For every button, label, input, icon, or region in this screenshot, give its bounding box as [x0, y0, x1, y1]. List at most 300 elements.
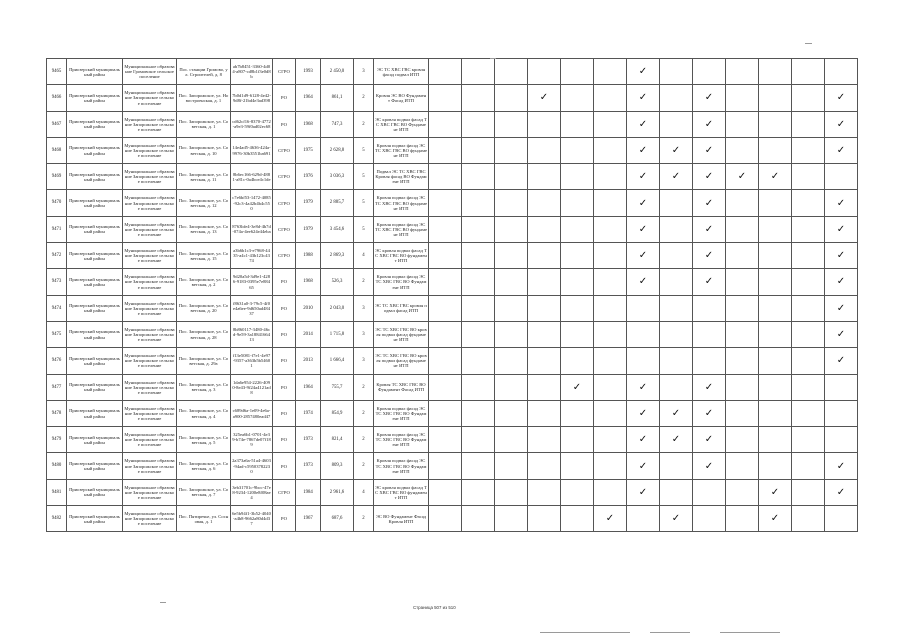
empty-cell	[660, 59, 693, 85]
empty-cell	[759, 216, 792, 242]
empty-cell	[792, 295, 825, 321]
empty-cell	[561, 269, 594, 295]
empty-cell	[627, 348, 660, 374]
checkmark-cell: ✓	[660, 427, 693, 453]
empty-cell	[726, 190, 759, 216]
checkmark-cell: ✓	[660, 164, 693, 190]
checkmark-cell: ✓	[825, 453, 858, 479]
checkmark-cell: ✓	[825, 321, 858, 347]
checkmark-cell: ✓	[693, 111, 726, 137]
table-row	[47, 427, 858, 453]
empty-cell	[759, 453, 792, 479]
empty-cell	[429, 190, 462, 216]
empty-cell	[627, 295, 660, 321]
empty-cell	[561, 348, 594, 374]
area-cell: 809,3	[321, 453, 354, 479]
checkmark-cell: ✓	[528, 85, 561, 111]
guid-cell: 9d20a5d-3d9e1-4286-9183-0395e7e88465	[231, 269, 273, 295]
empty-cell	[561, 190, 594, 216]
year-cell: 1974	[296, 400, 321, 426]
checkmark-cell: ✓	[693, 164, 726, 190]
empty-cell	[726, 348, 759, 374]
empty-cell	[528, 111, 561, 137]
empty-cell	[594, 190, 627, 216]
buildings-table	[46, 58, 858, 532]
scan-mark	[490, 58, 496, 59]
municipality-cell: Муниципальное образование Запорожское сельское поселение	[123, 374, 177, 400]
empty-cell	[660, 85, 693, 111]
empty-cell	[561, 453, 594, 479]
empty-cell	[462, 269, 495, 295]
empty-cell	[594, 111, 627, 137]
empty-cell	[429, 85, 462, 111]
empty-cell	[792, 506, 825, 532]
district-cell: Приозерский муниципальный район	[67, 190, 123, 216]
empty-cell	[792, 374, 825, 400]
works-cell: Кровля подвал фасад ЭС ТС ХВС ГВС ВО Фундамент ИТП	[374, 453, 429, 479]
empty-cell	[759, 400, 792, 426]
municipality-cell: Муниципальное образование Запорожское сельское поселение	[123, 321, 177, 347]
empty-cell	[495, 479, 528, 505]
empty-cell	[726, 453, 759, 479]
floors-cell: 2	[354, 85, 374, 111]
district-cell: Приозерский муниципальный район	[67, 374, 123, 400]
district-cell: Приозерский муниципальный район	[67, 269, 123, 295]
checkmark-cell: ✓	[693, 85, 726, 111]
empty-cell	[528, 506, 561, 532]
empty-cell	[825, 164, 858, 190]
empty-cell	[726, 321, 759, 347]
guid-cell: 2a373a6a-51a4-4603-94ad-c59503782230	[231, 453, 273, 479]
guid-cell: 8b6ec166-629d-4881-a81c-0a4bce4c1de	[231, 164, 273, 190]
empty-cell	[429, 348, 462, 374]
empty-cell	[660, 190, 693, 216]
guid-cell: c7e6bf53-1472-4085-92c3-4a42b4b4c550	[231, 190, 273, 216]
checkmark-cell: ✓	[693, 453, 726, 479]
municipality-cell: Муниципальное образование Запорожское сельское поселение	[123, 506, 177, 532]
address-cell: Пос. Запорожское, ул. Советская, д. 29а	[177, 348, 231, 374]
year-cell: 1976	[296, 164, 321, 190]
checkmark-cell: ✓	[759, 164, 792, 190]
empty-cell	[462, 137, 495, 163]
guid-cell: a3b6b1c3-e7968-4435-a4c1-43b123c4374	[231, 243, 273, 269]
empty-cell	[627, 506, 660, 532]
empty-cell	[594, 137, 627, 163]
empty-cell	[429, 137, 462, 163]
empty-cell	[726, 295, 759, 321]
empty-cell	[660, 216, 693, 242]
energy-class-cell: РО	[273, 85, 296, 111]
empty-cell	[528, 479, 561, 505]
checkmark-cell: ✓	[627, 59, 660, 85]
empty-cell	[462, 111, 495, 137]
checkmark-cell: ✓	[825, 137, 858, 163]
checkmark-cell: ✓	[627, 427, 660, 453]
empty-cell	[759, 85, 792, 111]
empty-cell	[429, 321, 462, 347]
area-cell: 2 450,0	[321, 59, 354, 85]
area-cell: 1 666,4	[321, 348, 354, 374]
floors-cell: 4	[354, 243, 374, 269]
floors-cell: 5	[354, 164, 374, 190]
empty-cell	[792, 164, 825, 190]
table-row	[47, 85, 858, 111]
year-cell: 1973	[296, 453, 321, 479]
row-number: 9473	[47, 269, 67, 295]
table-row	[47, 321, 858, 347]
municipality-cell: Муниципальное образование Громовское сельское поселение	[123, 59, 177, 85]
checkmark-cell: ✓	[825, 216, 858, 242]
empty-cell	[462, 190, 495, 216]
empty-cell	[792, 190, 825, 216]
row-number: 9467	[47, 111, 67, 137]
energy-class-cell: РО	[273, 295, 296, 321]
checkmark-cell: ✓	[693, 427, 726, 453]
municipality-cell: Муниципальное образование Запорожское сельское поселение	[123, 400, 177, 426]
checkmark-cell: ✓	[627, 137, 660, 163]
checkmark-cell: ✓	[627, 479, 660, 505]
address-cell: Пос. станции Громово, ул. Строителей, д. 8	[177, 59, 231, 85]
empty-cell	[660, 243, 693, 269]
empty-cell	[594, 479, 627, 505]
area-cell: 2 885,7	[321, 190, 354, 216]
guid-cell: 8b860117-3480-46cd-9e59-3a1884166413	[231, 321, 273, 347]
table-row	[47, 453, 858, 479]
empty-cell	[726, 374, 759, 400]
empty-cell	[594, 243, 627, 269]
empty-cell	[561, 137, 594, 163]
floors-cell: 2	[354, 453, 374, 479]
municipality-cell: Муниципальное образование Запорожское сельское поселение	[123, 137, 177, 163]
area-cell: 687,6	[321, 506, 354, 532]
empty-cell	[528, 321, 561, 347]
empty-cell	[561, 243, 594, 269]
empty-cell	[429, 111, 462, 137]
row-number: 9476	[47, 348, 67, 374]
empty-cell	[561, 321, 594, 347]
guid-cell: 14e4ad5-4636-424a-9976-30b3551ba691	[231, 137, 273, 163]
empty-cell	[561, 479, 594, 505]
address-cell: Пос. Запорожское, ул. Советская, д. 6	[177, 453, 231, 479]
works-cell: Кровля подвал фасад ЭС ТС ХВС ГВС ВО Фундамент ИТП	[374, 400, 429, 426]
floors-cell: 2	[354, 111, 374, 137]
empty-cell	[594, 321, 627, 347]
works-cell: Кровля подвал фасад ЭС ТС ХВС ГВС ВО Фундамент ИТП	[374, 269, 429, 295]
table-row	[47, 400, 858, 426]
area-cell: 3 454,6	[321, 216, 354, 242]
energy-class-cell: СГРО	[273, 479, 296, 505]
table-row	[47, 164, 858, 190]
empty-cell	[561, 400, 594, 426]
year-cell: 2014	[296, 321, 321, 347]
checkmark-cell: ✓	[627, 85, 660, 111]
row-number: 9468	[47, 137, 67, 163]
checkmark-cell: ✓	[627, 216, 660, 242]
district-cell: Приозерский муниципальный район	[67, 453, 123, 479]
empty-cell	[429, 427, 462, 453]
row-number: 9471	[47, 216, 67, 242]
year-cell: 1964	[296, 85, 321, 111]
empty-cell	[495, 85, 528, 111]
guid-cell: cd62cf16-8370-4772-a9e3-59f0ad02ec68	[231, 111, 273, 137]
checkmark-cell: ✓	[627, 111, 660, 137]
table-row	[47, 216, 858, 242]
guid-cell: 3eb31701c-9bcc-47e8-9234-1200e8f08ae4	[231, 479, 273, 505]
year-cell: 1993	[296, 59, 321, 85]
row-number: 9475	[47, 321, 67, 347]
empty-cell	[594, 85, 627, 111]
checkmark-cell: ✓	[627, 190, 660, 216]
address-cell: Пос. Запорожское, ул. Новостроенская, д. 1	[177, 85, 231, 111]
district-cell: Приозерский муниципальный район	[67, 216, 123, 242]
floors-cell: 2	[354, 400, 374, 426]
empty-cell	[561, 506, 594, 532]
row-number: 9474	[47, 295, 67, 321]
area-cell: 3 036,3	[321, 164, 354, 190]
empty-cell	[726, 59, 759, 85]
empty-cell	[693, 479, 726, 505]
empty-cell	[462, 427, 495, 453]
checkmark-cell: ✓	[660, 506, 693, 532]
empty-cell	[792, 348, 825, 374]
energy-class-cell: РО	[273, 374, 296, 400]
empty-cell	[825, 374, 858, 400]
works-cell: Кровля подвал фасад ЭС ТС ХВС ГВС ВО фундамент ИТП	[374, 137, 429, 163]
district-cell: Приозерский муниципальный район	[67, 427, 123, 453]
empty-cell	[429, 374, 462, 400]
empty-cell	[429, 453, 462, 479]
empty-cell	[759, 427, 792, 453]
area-cell: 821,4	[321, 427, 354, 453]
year-cell: 1973	[296, 427, 321, 453]
empty-cell	[429, 400, 462, 426]
table-row	[47, 348, 858, 374]
works-cell: ЭС ВО Фундамент Фасад Кровля ИТП	[374, 506, 429, 532]
table-body	[47, 59, 858, 532]
empty-cell	[561, 85, 594, 111]
floors-cell: 2	[354, 506, 374, 532]
empty-cell	[759, 321, 792, 347]
empty-cell	[759, 295, 792, 321]
empty-cell	[792, 400, 825, 426]
guid-cell: 8763bfe4-3e8d-4b7d-074a-4ee624e44eba	[231, 216, 273, 242]
works-cell: ЭС ТС ХВС ГВС ВО кровля подвал фасад фундамент ИТП	[374, 321, 429, 347]
municipality-cell: Муниципальное образование Запорожское сельское поселение	[123, 216, 177, 242]
table-row	[47, 295, 858, 321]
empty-cell	[594, 216, 627, 242]
empty-cell	[561, 295, 594, 321]
empty-cell	[528, 243, 561, 269]
empty-cell	[759, 348, 792, 374]
empty-cell	[429, 479, 462, 505]
row-number: 9478	[47, 400, 67, 426]
empty-cell	[825, 427, 858, 453]
empty-cell	[495, 506, 528, 532]
empty-cell	[495, 295, 528, 321]
works-cell: ЭС ТС ХВС ГВС кровля подвал фасад ИТП	[374, 295, 429, 321]
empty-cell	[462, 348, 495, 374]
empty-cell	[726, 427, 759, 453]
works-cell: ЭС ТС ХВС ГВС кровля фасад подвал ИТП	[374, 59, 429, 85]
district-cell: Приозерский муниципальный район	[67, 243, 123, 269]
year-cell: 1979	[296, 216, 321, 242]
area-cell: 854,9	[321, 400, 354, 426]
empty-cell	[693, 321, 726, 347]
empty-cell	[561, 111, 594, 137]
empty-cell	[726, 400, 759, 426]
empty-cell	[495, 59, 528, 85]
works-cell: Кровля подвал фасад ЭС ТС ХВС ГВС ВО фундамент ИТП	[374, 216, 429, 242]
area-cell: 755,7	[321, 374, 354, 400]
checkmark-cell: ✓	[693, 216, 726, 242]
empty-cell	[660, 374, 693, 400]
works-cell: ЭС ТС ХВС ГВС ВО кровля подвал фасад фундамент ИТП	[374, 348, 429, 374]
checkmark-cell: ✓	[627, 269, 660, 295]
empty-cell	[759, 111, 792, 137]
address-cell: Пос. Запорожское, ул. Советская, д. 1	[177, 111, 231, 137]
checkmark-cell: ✓	[693, 269, 726, 295]
works-cell: ЭС кровля подвал фасад ТС ХВС ГВС ВО Фундамент ИТП	[374, 111, 429, 137]
empty-cell	[528, 216, 561, 242]
energy-class-cell: СГРО	[273, 216, 296, 242]
address-cell: Пос. Запорожское, ул. Советская, д. 5	[177, 427, 231, 453]
table-row	[47, 243, 858, 269]
empty-cell	[495, 374, 528, 400]
empty-cell	[825, 506, 858, 532]
empty-cell	[759, 269, 792, 295]
empty-cell	[528, 427, 561, 453]
empty-cell	[429, 295, 462, 321]
works-cell: Кровля подвал фасад ЭС ТС ХВС ГВС ВО фундамент ИТП	[374, 190, 429, 216]
guid-cell: c689d6a-1e09-4e6a-a900-2857480ead47	[231, 400, 273, 426]
municipality-cell: Муниципальное образование Запорожское сельское поселение	[123, 269, 177, 295]
works-cell: Кровля подвал фасад ЭС ТС ХВС ГВС ВО Фундамент ИТП	[374, 427, 429, 453]
empty-cell	[594, 295, 627, 321]
empty-cell	[759, 190, 792, 216]
row-number: 9477	[47, 374, 67, 400]
empty-cell	[594, 453, 627, 479]
empty-cell	[528, 374, 561, 400]
checkmark-cell: ✓	[693, 190, 726, 216]
checkmark-cell: ✓	[627, 374, 660, 400]
empty-cell	[462, 164, 495, 190]
district-cell: Приозерский муниципальный район	[67, 348, 123, 374]
empty-cell	[759, 374, 792, 400]
year-cell: 2010	[296, 295, 321, 321]
year-cell: 1988	[296, 243, 321, 269]
energy-class-cell: СГРО	[273, 59, 296, 85]
area-cell: 747,3	[321, 111, 354, 137]
empty-cell	[462, 243, 495, 269]
energy-class-cell: РО	[273, 506, 296, 532]
address-cell: Пос. Запорожское, ул. Советская, д. 28	[177, 321, 231, 347]
empty-cell	[726, 269, 759, 295]
scan-mark	[160, 602, 166, 603]
empty-cell	[462, 321, 495, 347]
empty-cell	[726, 137, 759, 163]
row-number: 9480	[47, 453, 67, 479]
empty-cell	[495, 269, 528, 295]
checkmark-cell: ✓	[693, 400, 726, 426]
floors-cell: 2	[354, 374, 374, 400]
empty-cell	[726, 479, 759, 505]
energy-class-cell: СГРО	[273, 164, 296, 190]
municipality-cell: Муниципальное образование Запорожское сельское поселение	[123, 243, 177, 269]
empty-cell	[792, 85, 825, 111]
row-number: 9470	[47, 190, 67, 216]
empty-cell	[462, 479, 495, 505]
empty-cell	[462, 85, 495, 111]
empty-cell	[660, 321, 693, 347]
address-cell: Пос. Запорожское, ул. Советская, д. 13	[177, 216, 231, 242]
checkmark-cell: ✓	[726, 164, 759, 190]
guid-cell: f8631a0-3-79c5-4f0e4a6ee-9d650ad48437	[231, 295, 273, 321]
empty-cell	[693, 506, 726, 532]
empty-cell	[792, 269, 825, 295]
checkmark-cell: ✓	[759, 506, 792, 532]
address-cell: Пос. Запорожское, ул. Советская, д. 15	[177, 243, 231, 269]
row-number: 9482	[47, 506, 67, 532]
empty-cell	[528, 137, 561, 163]
empty-cell	[462, 295, 495, 321]
works-cell: ЭС кровля подвал фасад ТС ХВС ГВС ВО фундамент ИТП	[374, 243, 429, 269]
empty-cell	[792, 453, 825, 479]
scan-mark	[650, 632, 690, 633]
district-cell: Приозерский муниципальный район	[67, 321, 123, 347]
empty-cell	[495, 321, 528, 347]
empty-cell	[429, 269, 462, 295]
floors-cell: 5	[354, 190, 374, 216]
address-cell: Пос. Запорожское, ул. Советская, д. 12	[177, 190, 231, 216]
empty-cell	[660, 295, 693, 321]
municipality-cell: Муниципальное образование Запорожское сельское поселение	[123, 453, 177, 479]
checkmark-cell: ✓	[825, 111, 858, 137]
energy-class-cell: РО	[273, 400, 296, 426]
empty-cell	[429, 216, 462, 242]
table-row	[47, 269, 858, 295]
floors-cell: 3	[354, 59, 374, 85]
checkmark-cell: ✓	[693, 374, 726, 400]
table-row	[47, 59, 858, 85]
checkmark-cell: ✓	[825, 190, 858, 216]
table-row	[47, 479, 858, 505]
checkmark-cell: ✓	[759, 479, 792, 505]
empty-cell	[660, 269, 693, 295]
energy-class-cell: РО	[273, 348, 296, 374]
address-cell: Пос. Запорожское, ул. Советская, д. 11	[177, 164, 231, 190]
empty-cell	[726, 216, 759, 242]
table-row	[47, 137, 858, 163]
table-row	[47, 190, 858, 216]
energy-class-cell: РО	[273, 111, 296, 137]
district-cell: Приозерский муниципальный район	[67, 400, 123, 426]
empty-cell	[693, 59, 726, 85]
empty-cell	[495, 137, 528, 163]
guid-cell: 325ea6b1-0701-4e39-b74e-7867de07f189	[231, 427, 273, 453]
scan-mark	[540, 632, 630, 633]
year-cell: 1984	[296, 479, 321, 505]
checkmark-cell: ✓	[825, 479, 858, 505]
year-cell: 1975	[296, 137, 321, 163]
address-cell: Пос. Запорожское, ул. Советская, д. 10	[177, 137, 231, 163]
checkmark-cell: ✓	[825, 295, 858, 321]
empty-cell	[792, 427, 825, 453]
row-number: 9481	[47, 479, 67, 505]
empty-cell	[528, 269, 561, 295]
empty-cell	[726, 111, 759, 137]
empty-cell	[429, 506, 462, 532]
empty-cell	[528, 164, 561, 190]
